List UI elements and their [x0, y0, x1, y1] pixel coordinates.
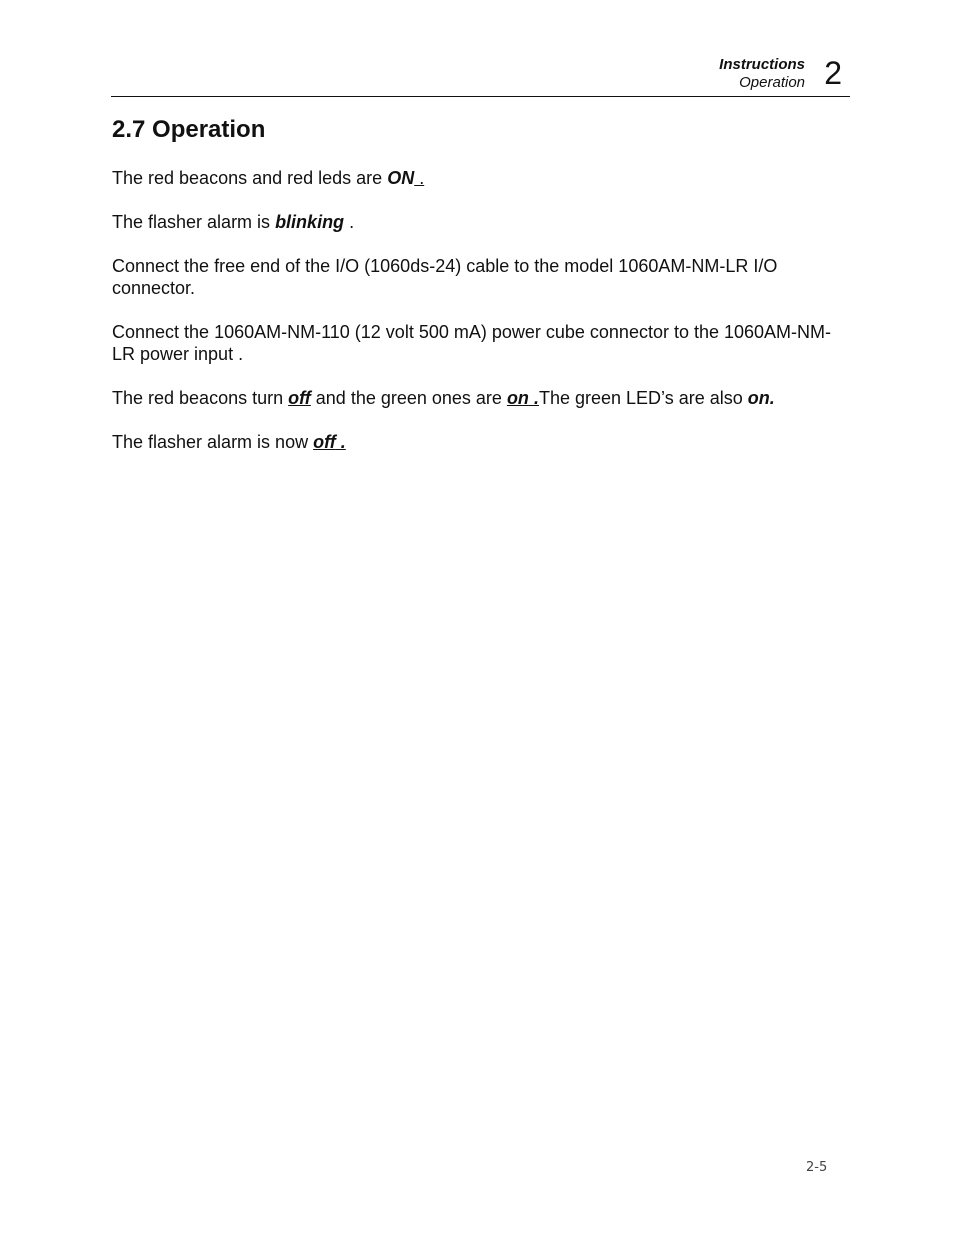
header-text [719, 56, 805, 92]
p6-emphasis-off: off [313, 432, 336, 452]
section-title: 2.7 Operation [112, 116, 266, 143]
header-subsection: Operation [739, 74, 805, 91]
p5-text-4: The green LED’s are also [538, 388, 748, 408]
header-section: Instructions [719, 56, 805, 73]
p5-text-2: and the green ones are [310, 388, 507, 408]
p6-text-2: . [335, 432, 346, 452]
paragraph-3 [112, 255, 832, 299]
p4-text-1: Connect the 1060AM-NM-110 (12 volt 500 mA) power cube connector to the 1060AM-NM-LR power input . [112, 322, 832, 364]
page-number: 2-5 [806, 1160, 828, 1175]
p2-text-1: The flasher alarm is [112, 212, 276, 232]
p1-text-1: The red beacons and red leds are [112, 168, 388, 188]
p5-emphasis-on-2: on. [747, 388, 775, 408]
p1-text-2: . [414, 168, 425, 188]
paragraph-4 [112, 321, 832, 365]
running-header [111, 54, 850, 97]
p1-emphasis-on: ON [387, 168, 415, 188]
paragraph-6 [112, 431, 832, 453]
chapter-number: 2 [824, 55, 842, 91]
p5-text-3: . [528, 388, 539, 408]
p3-text-1: Connect the free end of the I/O (1060ds-24) cable to the model 1060AM-NM-LR I/O connector. [112, 256, 778, 298]
p6-text-1: The flasher alarm is now [112, 432, 314, 452]
p5-emphasis-off: off [288, 388, 311, 408]
paragraph-5 [112, 387, 832, 409]
paragraph-2 [112, 211, 832, 233]
p2-text-2: . [344, 212, 355, 232]
body-text [112, 167, 832, 475]
paragraph-1 [112, 167, 832, 189]
p5-text-1: The red beacons turn [112, 388, 289, 408]
p5-emphasis-on: on [506, 388, 529, 408]
p2-emphasis-blinking: blinking [275, 212, 345, 232]
